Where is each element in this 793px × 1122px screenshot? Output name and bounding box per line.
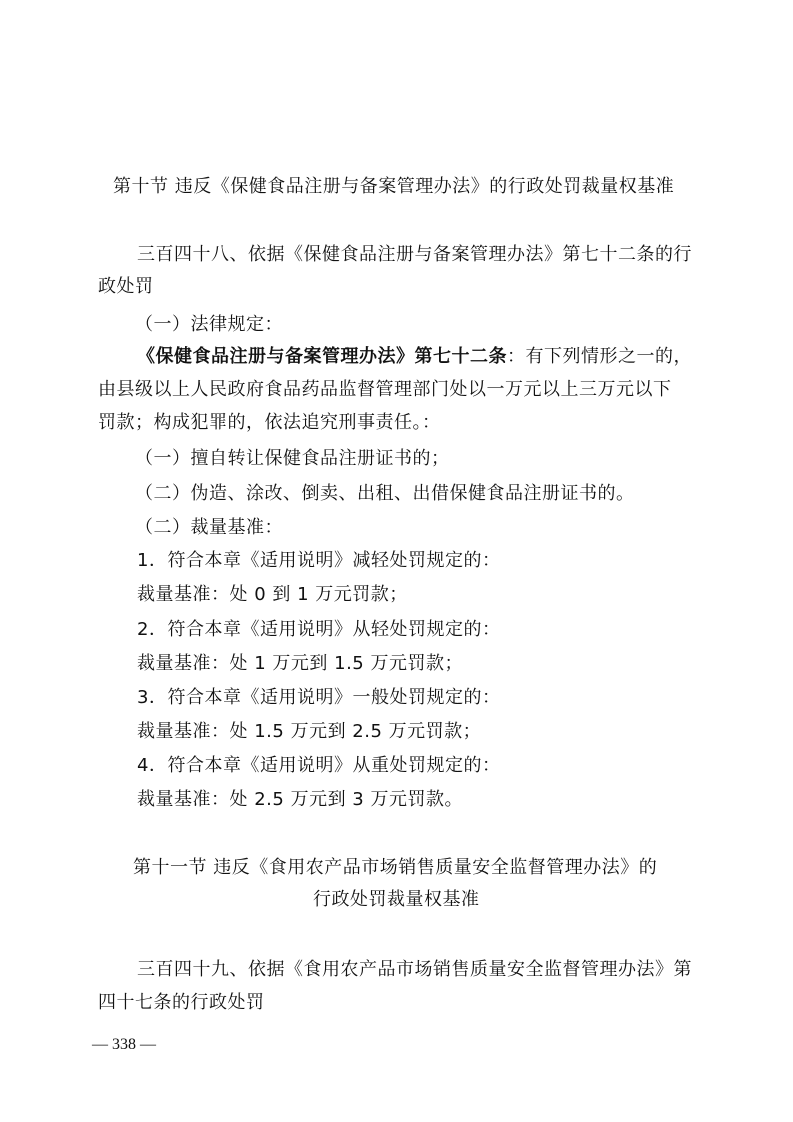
law-text-part1: ：有下列情形之一的， <box>507 346 692 367</box>
law-name: 《保健食品注册与备案管理办法》第七十二条 <box>137 346 507 367</box>
legal-provision-heading: （一）法律规定： <box>135 314 283 335</box>
violation-case-1: （一）擅自转让保健食品注册证书的； <box>135 448 450 469</box>
page-number: — 338 — <box>92 1036 156 1053</box>
rule-3-standard: 裁量基准：处 1.5 万元到 2.5 万元罚款； <box>137 721 482 742</box>
rule-4-condition: 4．符合本章《适用说明》从重处罚规定的： <box>137 755 501 776</box>
law-text-line1 <box>137 344 692 370</box>
law-text-line2: 由县级以上人民政府食品药品监督管理部门处以一万元以上三万元以下 <box>98 379 672 400</box>
item-348-title-line2: 政处罚 <box>98 276 154 297</box>
rule-2-condition: 2．符合本章《适用说明》从轻处罚规定的： <box>137 619 501 640</box>
rule-1-standard: 裁量基准：处 0 到 1 万元罚款； <box>137 584 408 605</box>
section-10-heading: 第十节 违反《保健食品注册与备案管理办法》的行政处罚裁量权基准 <box>113 176 675 197</box>
discretion-standard-heading: （二）裁量基准： <box>135 517 283 538</box>
rule-2-standard: 裁量基准：处 1 万元到 1.5 万元罚款； <box>137 653 463 674</box>
item-348-title-line1: 三百四十八、依据《保健食品注册与备案管理办法》第七十二条的行 <box>137 244 692 265</box>
rule-1-condition: 1．符合本章《适用说明》减轻处罚规定的： <box>137 550 501 571</box>
law-text-line3: 罚款；构成犯罪的，依法追究刑事责任。： <box>98 412 441 433</box>
section-11-heading-line1: 第十一节 违反《食用农产品市场销售质量安全监督管理办法》的 <box>133 857 658 878</box>
rule-4-standard: 裁量基准：处 2.5 万元到 3 万元罚款。 <box>137 789 463 810</box>
section-11-heading-line2: 行政处罚裁量权基准 <box>313 889 480 910</box>
item-349-title-line1: 三百四十九、依据《食用农产品市场销售质量安全监督管理办法》第 <box>137 959 692 980</box>
item-349-title-line2: 四十七条的行政处罚 <box>98 992 265 1013</box>
rule-3-condition: 3．符合本章《适用说明》一般处罚规定的： <box>137 687 501 708</box>
violation-case-2: （二）伪造、涂改、倒卖、出租、出借保健食品注册证书的。 <box>135 483 635 504</box>
